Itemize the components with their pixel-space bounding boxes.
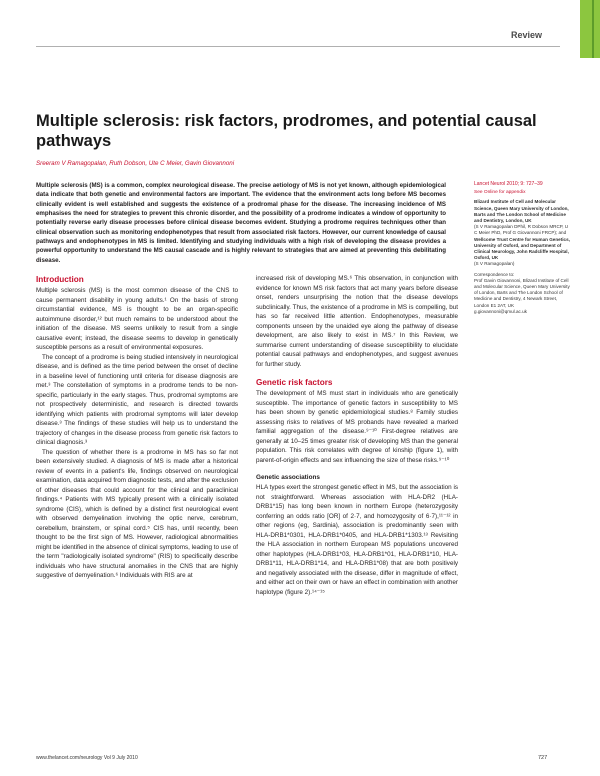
- body-column-1: [36, 274, 238, 581]
- correspondence-email[interactable]: g.giovannoni@qmul.ac.uk: [474, 308, 527, 314]
- header-divider: [36, 46, 560, 47]
- section-label: Review: [511, 30, 543, 40]
- introduction-heading: Introduction: [36, 275, 84, 284]
- col2-paragraph-1: increased risk of developing MS.⁶ This observation, in conjunction with evidence for known MS risk factors that act many years before disease onset, renders unsurprising the notion that the disease develops subclinically. Thus, the existence of a prodrome in MS is compelling, but has so far received little attention. Endophenotypes, measurable components unseen by the unaided eye along the pathway of disease development, are also likely to exist in MS.⁷ In this Review, we summarise current understanding of disease susceptibility to elucidate potential causal pathways and endophenotypes, and suggest avenues for further study.: [256, 275, 458, 368]
- journal-reference: Lancet Neurol 2010; 9: 727–39: [474, 181, 543, 187]
- genetic-paragraph-1: The development of MS must start in individuals who are genetically susceptible. The importance of genetic factors in susceptibility to MS has been shown by genetic epidemiological studies.⁸ Family studies assessing risks to relatives of MS probands have revealed a marked familial aggregation of the disease.⁹⁻¹⁰ First-degree relatives are generally at 10–25 times greater risk of developing MS than the general population. This risk correlates with degree of kinship (figure 1), with parent-of-origin effects and sex influencing the size of these risks.⁹⁻¹⁰: [256, 390, 458, 464]
- correspondence-label: Correspondence to:: [474, 271, 515, 277]
- page-number: 727: [538, 755, 548, 761]
- affiliation-1-people: (S V Ramagopalan DPhil, R Dobson MRCP, U C Meier PhD, Prof G Giovannoni FRCP); and: [474, 224, 569, 236]
- section-color-tab: [580, 0, 600, 58]
- intro-paragraph-2: The concept of a prodrome is being studied intensively in neurological disease, and is defined as the time period between the onset of decline in a baseline level of functioning until criteria for disease diagnosis are met.³ The constellation of symptoms in a prodrome tends to be non-specific, particularly in the early stages. Thus, prodromal symptoms are not prospectively deterministic, and research is directed towards identifying which patients with prodromal symptoms will later develop disease.³ The findings of these studies will help us to understand the trajectory of changes in the disease process from genetic risk factors to clinical diagnosis.³: [36, 353, 238, 446]
- article-sidebar: [474, 181, 570, 315]
- article-abstract: Multiple sclerosis (MS) is a common, complex neurological disease. The precise aetiology of MS is not yet known, although epidemiological data indicate that both genetic and environmental factors are important. The evidence that the environment acts long before MS becomes clinically evident is well established and suggests the existence of a prodromal phase for the disease. The increasing incidence of MS emphasises the need for strategies to prevent this chronic disorder, and the possibility of a prodrome indicates a window of opportunity to potentially reverse early disease processes before clinical disease becomes evident. Studying a prodrome requires techniques other than clinical observation such as monitoring endophenotypes that result from associated risk factors. However, our current knowledge of causal pathways and endophenotypes in MS is limited. Identifying and studying individuals with a high risk of developing the disease provides a powerful opportunity to understand the MS causal cascade and is highly relevant to strategies that are aimed at preventing this debilitating disease.: [36, 182, 446, 264]
- page-header: [0, 0, 600, 48]
- affiliation-1: Blizard Institute of Cell and Molecular Science, Queen Mary University of London, Barts and The London School of Medicine and Dentistry, London, UK: [474, 199, 569, 224]
- affiliation-2: Wellcome Trust Centre for Human Genetics, University of Oxford, and Department of Clinical Neurology, John Radcliffe Hospital, Oxford, UK: [474, 236, 570, 261]
- genetic-associations-paragraph: HLA types exert the strongest genetic effect in MS, but the association is not straightforward. Whereas association with HLA-DR2 (HLA-DRB1*15) has long been known in northern Europe (heterozygosity conferring an odds ratio [OR] of 2·7, and homozygosity of 6·7),¹¹⁻¹² in other regions (eg, Sardinia), association is predominantly seen with HLA-DRB1*0301, HLA-DRB1*0405, and HLA-DRB1*1303.¹³ Revisiting the HLA association in northern European MS populations uncovered other haplotypes (HLA-DRB1*03, HLA-DRB1*01, HLA-DRB1*10, HLA-DRB1*11, HLA-DRB1*14, and HLA-DRB1*08) that are both positively and negatively associated with the disease, differ in magnitude of effect, and either act on their own or have an effect in combination with another haplotype (figure 2).¹⁴⁻¹⁵: [256, 484, 458, 596]
- affiliation-2-people: (S V Ramagopalan): [474, 261, 515, 267]
- genetic-associations-heading: Genetic associations: [256, 474, 320, 481]
- article-title: Multiple sclerosis: risk factors, prodromes, and potential causal pathways: [36, 112, 537, 150]
- genetic-risk-heading: Genetic risk factors: [256, 378, 333, 387]
- correspondence-address: Prof Gavin Giovannoni, Blizard Institute of Cell and Molecular Science, Queen Mary University of London, Barts and The London School of Medicine and Dentistry, 4 Newark Street, London E1 2AT, UK: [474, 277, 570, 308]
- intro-paragraph-1: Multiple sclerosis (MS) is the most common disease of the CNS to cause permanent disability in young adults.¹ On the basis of strong circumstantial evidence, MS is thought to be an organ-specific autoimmune disorder,¹² but much remains to be understood about the initiation of the disease. MS seems unlikely to result from a single causative event; instead, the disease seems to develop in genetically susceptible persons as a result of environmental exposures.: [36, 287, 238, 351]
- see-online-link[interactable]: See Online for appendix: [474, 190, 526, 196]
- footer-url: www.thelancet.com/neurology Vol 9 July 2010: [36, 755, 138, 761]
- body-column-2: [256, 274, 458, 597]
- intro-paragraph-3: The question of whether there is a prodrome in MS has so far not been extensively studied. A diagnosis of MS is made after a historical review of events in a patient's life, findings observed on neurological examination, data acquired from diagnostic tests, and after the exclusion of other diseases that could account for the clinical and paraclinical findings.⁴ Patients with MS typically present with a clinically isolated syndrome (CIS), which is defined by a distinct first neurological event with observed demyelination involving the optic nerve, cerebrum, cerebellum, brainstem, or spinal cord.⁵ CIS has, until recently, been thought to be the first sign of MS. However, radiological abnormalities might be identified in the absence of clinical symptoms, leading to use of the term "radiologically isolated syndrome" (RIS) to specifically describe individuals who have structural anomalies in the CNS that are highly suggestive of demyelination.⁶ Individuals with RIS are at: [36, 448, 238, 579]
- article-authors: Sreeram V Ramagopalan, Ruth Dobson, Ute C Meier, Gavin Giovannoni: [36, 160, 235, 167]
